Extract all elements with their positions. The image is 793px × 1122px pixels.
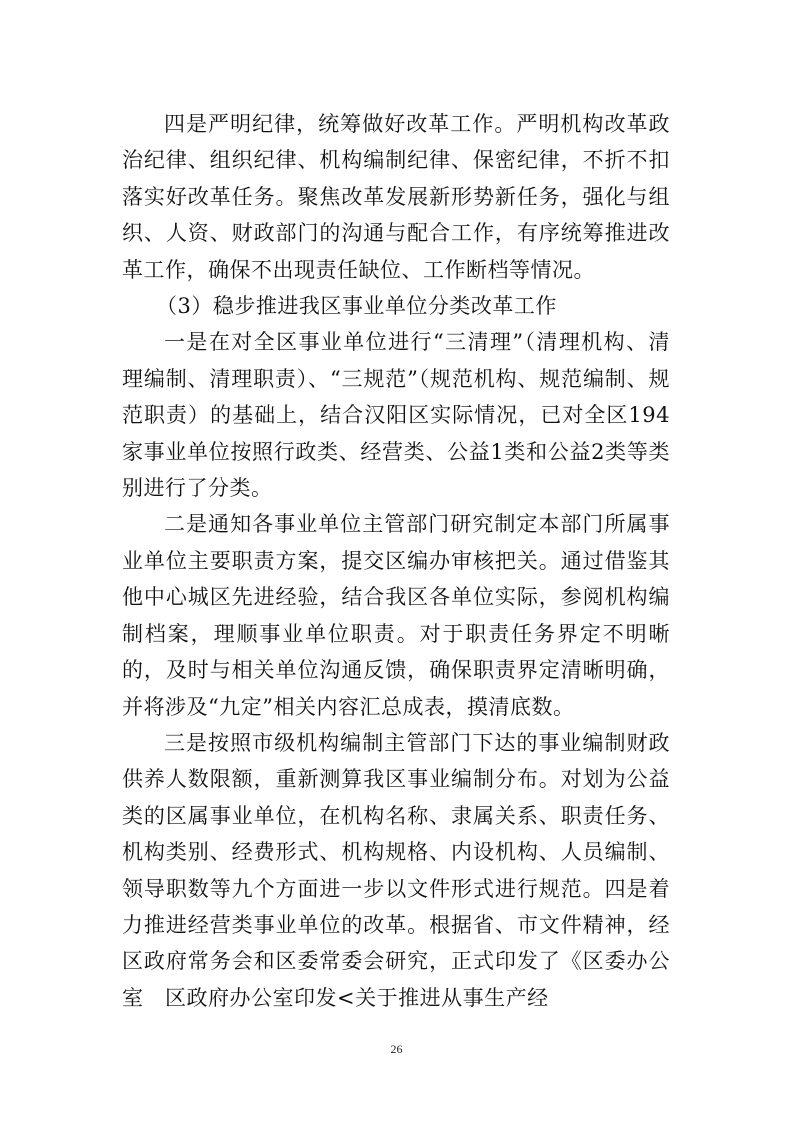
paragraph-staffing: 三是按照市级机构编制主管部门下达的事业编制财政供养人数限额，重新测算我区事业编制分布。对划为公益类的区属事业单位，在机构名称、隶属关系、职责任务、机构类别、经费形式、机构规格、内设机构、人员编制、领导职数等九个方面进一步以文件形式进行规范。四是着力推进经营类事业单位的改革。根据省、市文件精神，经区政府常务会和区委常委会研究，正式印发了《区委办公室 区政府办公室印发<关于推进从事生产经 [122,730,670,1010]
paragraph-classification: 一是在对全区事业单位进行“三清理”（清理机构、清理编制、清理职责）、“三规范”（规范机构、规范编制、规范职责）的基础上，结合汉阳区实际情况，已对全区194家事业单位按照行政类、经营类、公益1类和公益2类等类别进行了分类。 [122,330,670,501]
paragraph-duties: 二是通知各事业单位主管部门研究制定本部门所属事业单位主要职责方案，提交区编办审核把关。通过借鉴其他中心城区先进经验，结合我区各单位实际，参阅机构编制档案，理顺事业单位职责。对于职责任务界定不明晰的，及时与相关单位沟通反馈，确保职责界定清晰明确，并将涉及“九定”相关内容汇总成表，摸清底数。 [122,512,670,719]
body-text [122,106,670,1016]
section-heading: （3）稳步推进我区事业单位分类改革工作 [156,294,557,319]
page-number: 26 [390,1042,403,1056]
paragraph-discipline: 四是严明纪律，统筹做好改革工作。严明机构改革政治纪律、组织纪律、机构编制纪律、保密纪律，不折不扣落实好改革任务。聚焦改革发展新形势新任务，强化与组织、人资、财政部门的沟通与配合工作，有序统筹推进改革工作，确保不出现责任缺位、工作断档等情况。 [122,112,670,282]
